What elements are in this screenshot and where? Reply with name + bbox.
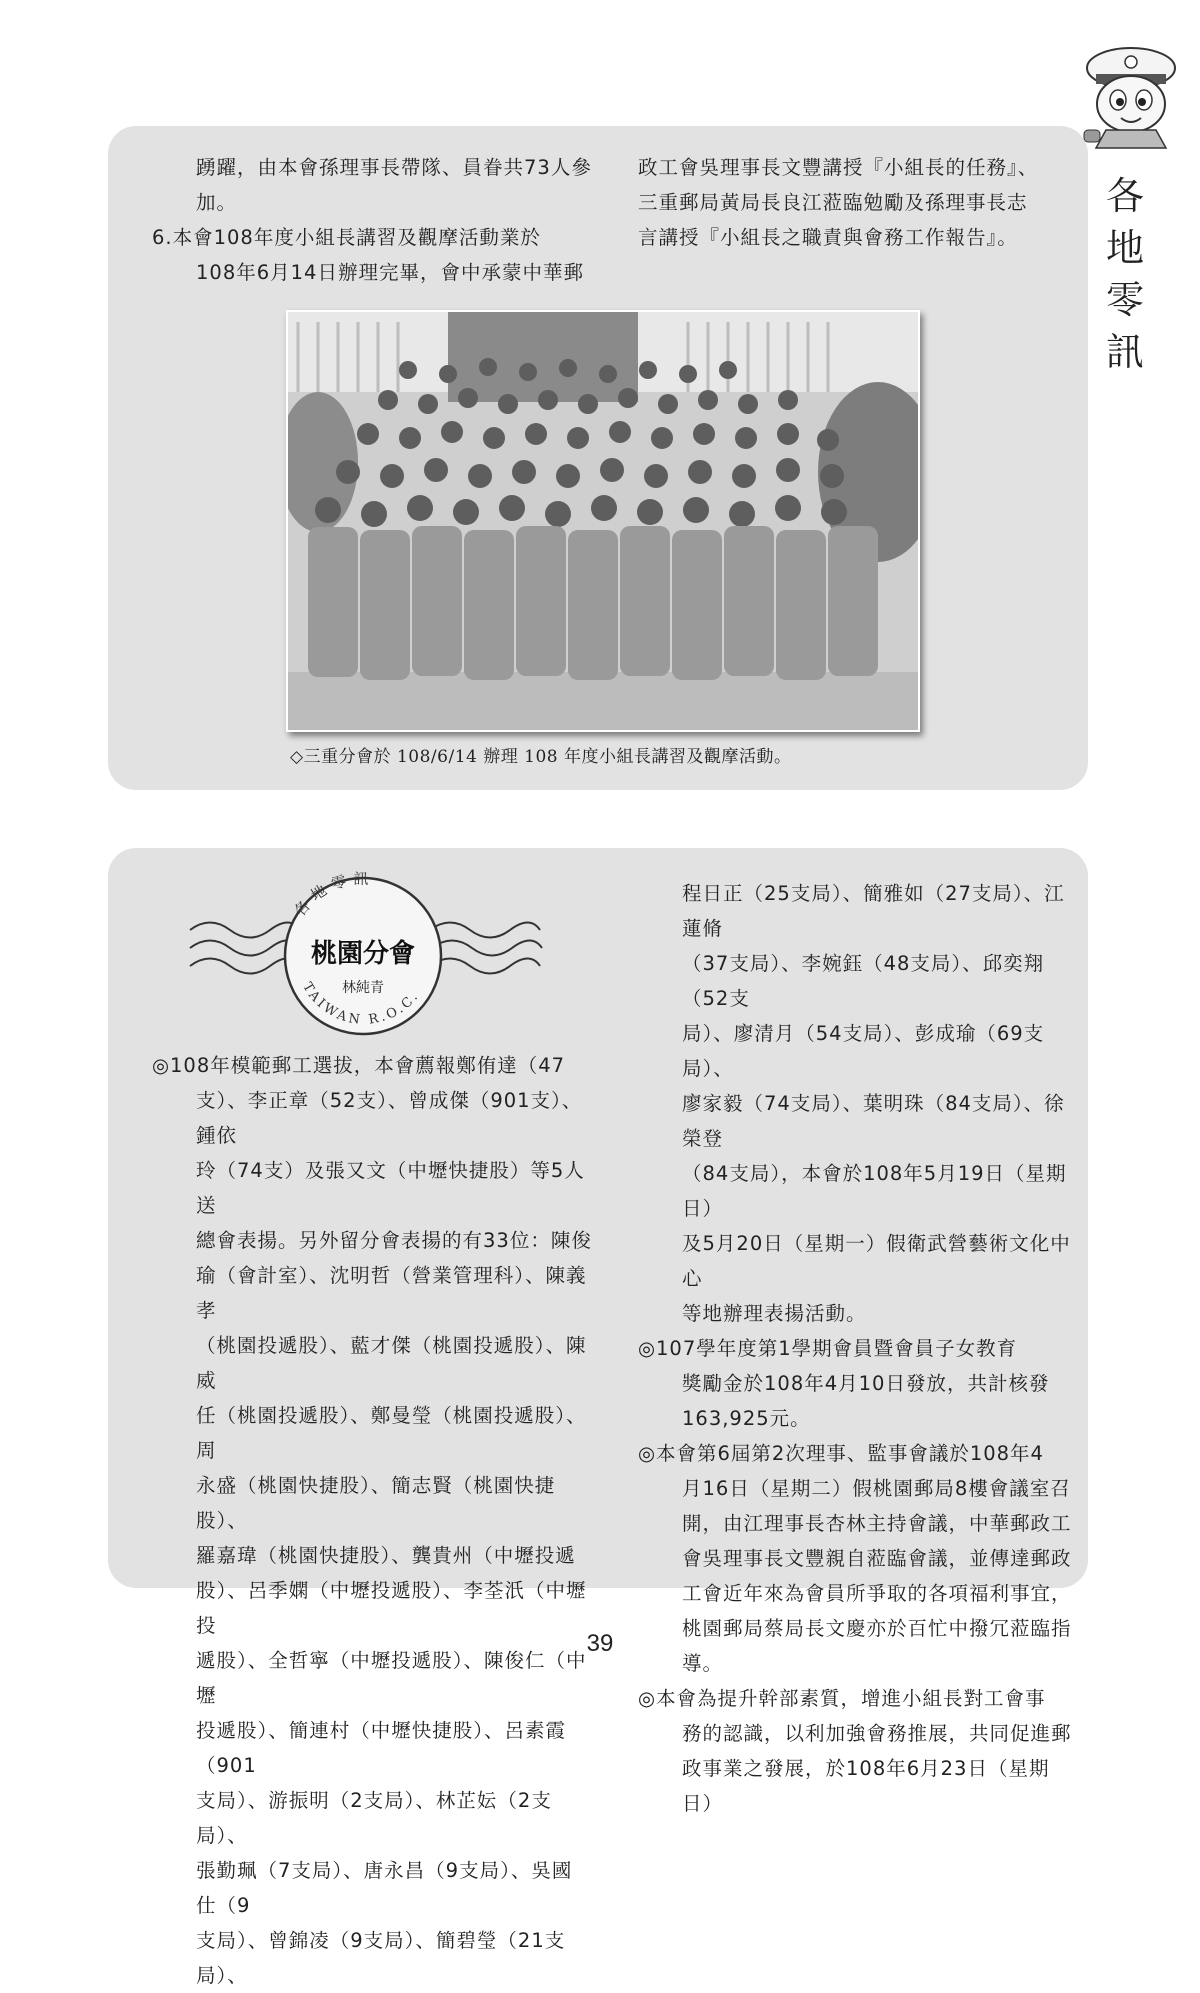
paragraph-line: 加。: [196, 191, 238, 214]
paragraph-line: 局）、廖清月（54支局）、彭成瑜（69支局）、: [682, 1022, 1045, 1080]
paragraph-line: 踴躍，由本會孫理事長帶隊、員眷共73人參: [196, 156, 592, 179]
top-left-column: [152, 150, 592, 290]
paragraph-line: （桃園投遞股）、藍才傑（桃園投遞股）、陳威: [196, 1334, 587, 1392]
paragraph-line: ◎107學年度第1學期會員暨會員子女教育: [638, 1337, 1018, 1360]
paragraph-line: 等地辦理表揚活動。: [682, 1302, 867, 1325]
paragraph-line: 廖家毅（74支局）、葉明珠（84支局）、徐榮登: [682, 1092, 1065, 1150]
stamp-author: 林純青: [342, 980, 384, 996]
photo-caption: ◇三重分會於 108/6/14 辦理 108 年度小組長講習及觀摩活動。: [290, 747, 792, 767]
paragraph-line: 永盛（桃園快捷股）、簡志賢（桃園快捷股）、: [196, 1474, 556, 1532]
stamp-arc-top: 各地零訊: [290, 869, 375, 920]
heading-char: 各: [1105, 174, 1144, 218]
paragraph-line: 玲（74支）及張又文（中壢快捷股）等5人送: [196, 1159, 585, 1217]
paragraph-line: 股）、呂季嫻（中壢投遞股）、李荃汦（中壢投: [196, 1579, 587, 1637]
paragraph-line: 163,925元。: [682, 1407, 811, 1430]
paragraph-line: 6.本會108年度小組長講習及觀摩活動業於: [152, 226, 541, 249]
paragraph-line: 獎勵金於108年4月10日發放，共計核發: [682, 1372, 1050, 1395]
paragraph-line: 總會表揚。另外留分會表揚的有33位：陳俊: [196, 1229, 592, 1252]
paragraph-line: 工會近年來為會員所爭取的各項福利事宜，: [682, 1582, 1072, 1605]
stamp-arc-bottom: TAIWAN R.O.C.: [299, 980, 423, 1028]
top-right-column: [638, 150, 1078, 255]
paragraph-line: 瑜（會計室）、沈明哲（營業管理科）、陳義孝: [196, 1264, 587, 1322]
paragraph-line: 及5月20日（星期一）假衛武營藝術文化中心: [682, 1232, 1071, 1290]
group-photo-illustration: [288, 312, 918, 730]
paragraph-line: （37支局）、李婉鈺（48支局）、邱奕翔（52支: [682, 952, 1045, 1010]
paragraph-line: 任（桃園投遞股）、鄭曼瑩（桃園投遞股）、周: [196, 1404, 587, 1462]
page-number: 39: [586, 1630, 614, 1657]
bottom-right-column: [638, 876, 1078, 1821]
paragraph-line: 108年6月14日辦理完畢，會中承蒙中華郵: [196, 261, 584, 284]
group-photo: [286, 310, 920, 732]
postmark-stamp: [180, 860, 560, 1040]
paragraph-line: 開，由江理事長杏林主持會議，中華郵政工: [682, 1512, 1072, 1535]
paragraph-line: 支）、李正章（52支）、曾成傑（901支）、鍾依: [196, 1089, 583, 1147]
paragraph-line: 支局）、游振明（2支局）、林芷妘（2支局）、: [196, 1789, 552, 1847]
paragraph-line: 支局）、曾錦凌（9支局）、簡碧瑩（21支局）、: [196, 1929, 566, 1987]
paragraph-line: 桃園郵局蔡局長文慶亦於百忙中撥冗蒞臨指: [682, 1617, 1072, 1640]
paragraph-line: 會吳理事長文豐親自蒞臨會議，並傳達郵政: [682, 1547, 1072, 1570]
paragraph-line: 導。: [682, 1652, 724, 1675]
paragraph-line: ◎本會為提升幹部素質，增進小組長對工會事: [638, 1687, 1046, 1710]
stamp-title: 桃園分會: [310, 939, 416, 969]
heading-char: 訊: [1105, 330, 1144, 374]
paragraph-line: 張勤珮（7支局）、唐永昌（9支局）、吳國仕（9: [196, 1859, 573, 1917]
mascot-illustration: [1076, 38, 1186, 156]
paragraph-line: 遞股）、全哲寧（中壢投遞股）、陳俊仁（中壢: [196, 1649, 587, 1707]
paragraph-line: ◎本會第6屆第2次理事、監事會議於108年4: [638, 1442, 1044, 1465]
paragraph-line: ◎108年模範郵工選拔，本會薦報鄭侑達（47: [152, 1054, 566, 1077]
paragraph-line: 政工會吳理事長文豐講授『小組長的任務』、: [638, 156, 1039, 179]
paragraph-line: 投遞股）、簡連村（中壢快捷股）、呂素霞（901: [196, 1719, 567, 1777]
paragraph-line: 務的認識，以利加強會務推展，共同促進郵: [682, 1722, 1072, 1745]
paragraph-line: 政事業之發展，於108年6月23日（星期日）: [682, 1757, 1050, 1815]
heading-char: 零: [1105, 278, 1144, 322]
paragraph-line: 程日正（25支局）、簡雅如（27支局）、江蓮脩: [682, 882, 1065, 940]
bottom-left-column: [152, 1048, 592, 1993]
paragraph-line: 三重郵局黃局長良江蒞臨勉勵及孫理事長志: [638, 191, 1028, 214]
paragraph-line: （84支局），本會於108年5月19日（星期日）: [682, 1162, 1067, 1220]
paragraph-line: 羅嘉瑋（桃園快捷股）、龔貴州（中壢投遞: [196, 1544, 576, 1567]
heading-char: 地: [1105, 226, 1144, 270]
paragraph-line: 月16日（星期二）假桃園郵局8樓會議室召: [682, 1477, 1071, 1500]
paragraph-line: 言講授『小組長之職責與會務工作報告』。: [638, 226, 1018, 249]
section-heading-vertical: [1100, 170, 1150, 378]
